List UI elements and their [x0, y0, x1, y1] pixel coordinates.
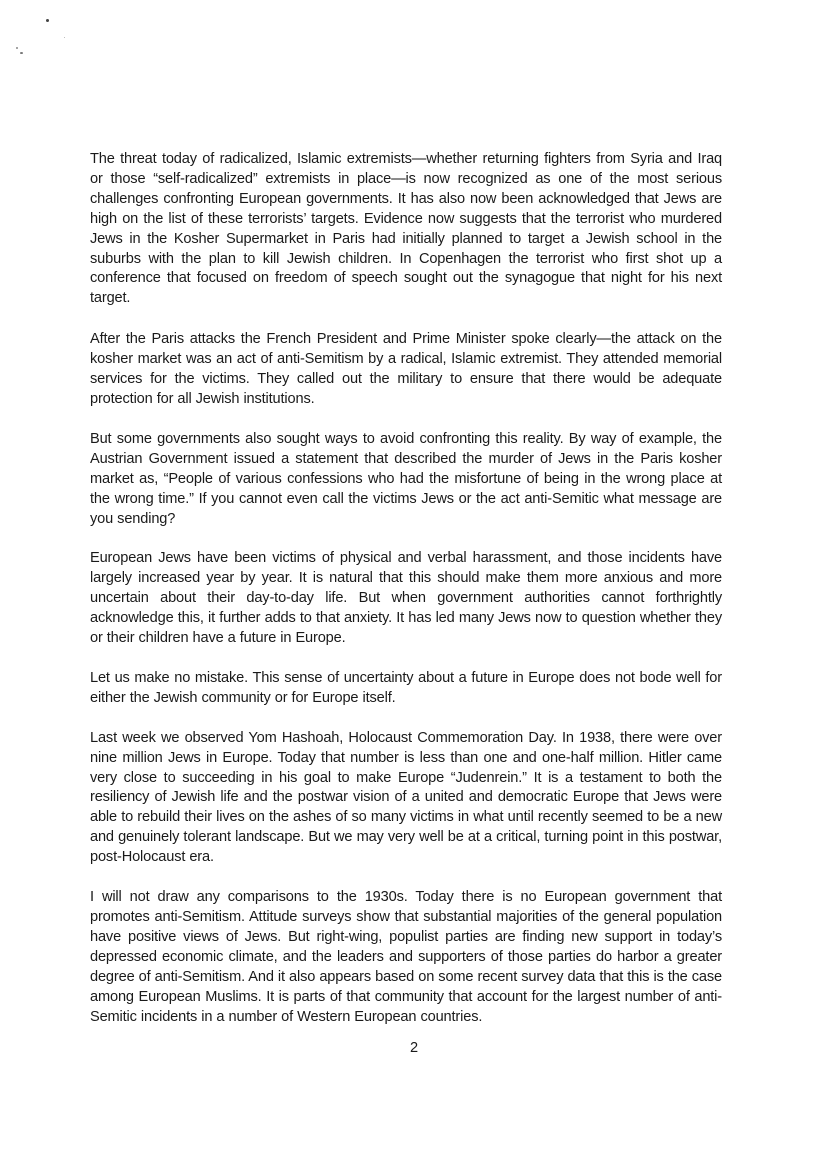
paragraph: But some governments also sought ways to avoid confronting this reality. By way of example, the Austrian Government issued a statement that described the murder of Jews in the Paris kosher market as, “People of various confessions who had the misfortune of being in the wrong place at the wrong time.” If you cannot even call the victims Jews or the act anti-Semitic what message are you sending? — [90, 430, 722, 527]
page-number: 2 — [409, 1040, 419, 1056]
paragraph: I will not draw any comparisons to the 1930s. Today there is no European government that promotes anti-Semitism. Attitude surveys show that substantial majorities of the general population have positive views of Jews. But right-wing, populist parties are finding new support in today’s depressed economic climate, and the leaders and supporters of those parties do harbor a greater degree of anti-Semitism. And it also appears based on some recent survey data that this is the case among European Muslims. It is parts of that community that account for the largest number of anti-Semitic incidents in a number of Western European countries. — [90, 889, 722, 1025]
paragraph: The threat today of radicalized, Islamic extremists—whether returning fighters from Syria and Iraq or those “self-radicalized” extremists in place—is now recognized as one of the most serious challenges confronting European governments. It has also now been acknowledged that Jews are high on the list of these terrorists’ targets. Evidence now suggests that the terrorist who murdered Jews in the Kosher Supermarket in Paris had initially planned to target a Jewish school in the suburbs with the plan to kill Jewish children. In Copenhagen the terrorist who first shot up a conference that focused on freedom of speech sought out the synagogue that night for his next target. — [90, 151, 722, 307]
paragraph: Let us make no mistake. This sense of uncertainty about a future in Europe does not bode well for either the Jewish community or for Europe itself. — [90, 669, 722, 706]
body-text — [90, 150, 722, 1047]
scan-speck — [46, 19, 49, 22]
paragraph: After the Paris attacks the French President and Prime Minister spoke clearly—the attack on the kosher market was an act of anti-Semitism by a radical, Islamic extremist. They attended memorial services for the victims. They called out the military to ensure that there would be adequate protection for all Jewish institutions. — [90, 331, 722, 407]
paragraph: Last week we observed Yom Hashoah, Holocaust Commemoration Day. In 1938, there were over nine million Jews in Europe. Today that number is less than one and one-half million. Hitler came very close to succeeding in his goal to make Europe “Judenrein.” It is a testament to both the resiliency of Jewish life and the postwar vision of a united and democratic Europe that Jews were able to rebuild their lives on the ashes of so many victims in what until recently seemed to be a new and genuinely tolerant landscape. But we may very well be at a critical, turning point in this postwar, post-Holocaust era. — [90, 729, 722, 866]
scan-speck — [16, 47, 18, 49]
scan-speck — [20, 52, 23, 54]
scan-speck — [64, 37, 65, 38]
paragraph: European Jews have been victims of physical and verbal harassment, and those incidents have largely increased year by year. It is natural that this should make them more anxious and more uncertain about their day-to-day life. But when government authorities cannot forthrightly acknowledge this, it further adds to that anxiety. It has led many Jews now to question whether they or their children have a future in Europe. — [90, 550, 722, 647]
